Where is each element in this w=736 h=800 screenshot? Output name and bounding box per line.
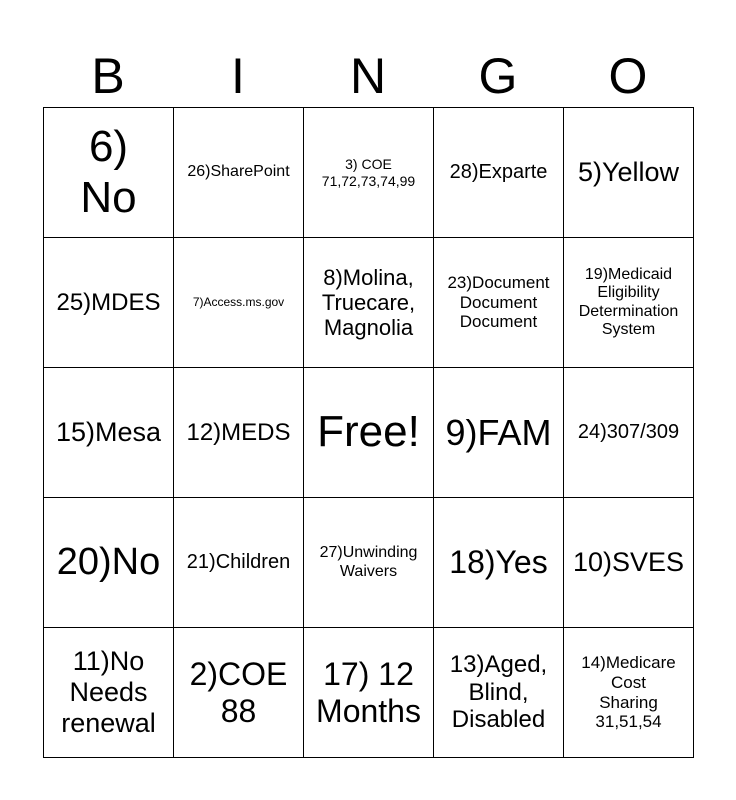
bingo-cell-free[interactable]: Free! <box>304 368 434 498</box>
bingo-cell-r2-c2[interactable]: 7)Access.ms.gov <box>174 238 304 368</box>
bingo-header <box>43 48 693 104</box>
bingo-cell-r4-c4[interactable]: 18)Yes <box>434 498 564 628</box>
bingo-cell-r3-c2[interactable]: 12)MEDS <box>174 368 304 498</box>
bingo-cell-r4-c2[interactable]: 21)Children <box>174 498 304 628</box>
bingo-board <box>43 107 694 758</box>
bingo-cell-r5-c2[interactable]: 2)COE 88 <box>174 628 304 758</box>
bingo-cell-r1-c4[interactable]: 28)Exparte <box>434 108 564 238</box>
bingo-cell-r1-c1[interactable]: 6) No <box>44 108 174 238</box>
bingo-cell-r3-c1[interactable]: 15)Mesa <box>44 368 174 498</box>
bingo-cell-r1-c5[interactable]: 5)Yellow <box>564 108 694 238</box>
bingo-cell-r5-c5[interactable]: 14)Medicare Cost Sharing 31,51,54 <box>564 628 694 758</box>
header-letter-i: I <box>231 48 245 104</box>
header-letter-b: B <box>91 48 125 104</box>
bingo-cell-r4-c1[interactable]: 20)No <box>44 498 174 628</box>
bingo-cell-r2-c4[interactable]: 23)Document Document Document <box>434 238 564 368</box>
header-letter-n: N <box>349 48 387 104</box>
bingo-cell-r4-c3[interactable]: 27)Unwinding Waivers <box>304 498 434 628</box>
bingo-cell-r5-c4[interactable]: 13)Aged, Blind, Disabled <box>434 628 564 758</box>
bingo-cell-r2-c5[interactable]: 19)Medicaid Eligibility Determination System <box>564 238 694 368</box>
bingo-cell-r5-c3[interactable]: 17) 12 Months <box>304 628 434 758</box>
bingo-cell-r1-c3[interactable]: 3) COE 71,72,73,74,99 <box>304 108 434 238</box>
bingo-cell-r3-c4[interactable]: 9)FAM <box>434 368 564 498</box>
bingo-cell-r5-c1[interactable]: 11)No Needs renewal <box>44 628 174 758</box>
bingo-cell-r2-c1[interactable]: 25)MDES <box>44 238 174 368</box>
bingo-cell-r1-c2[interactable]: 26)SharePoint <box>174 108 304 238</box>
bingo-cell-r2-c3[interactable]: 8)Molina, Truecare, Magnolia <box>304 238 434 368</box>
header-letter-o: O <box>608 48 648 104</box>
bingo-cell-r4-c5[interactable]: 10)SVES <box>564 498 694 628</box>
bingo-cell-r3-c5[interactable]: 24)307/309 <box>564 368 694 498</box>
header-letter-g: G <box>478 48 518 104</box>
